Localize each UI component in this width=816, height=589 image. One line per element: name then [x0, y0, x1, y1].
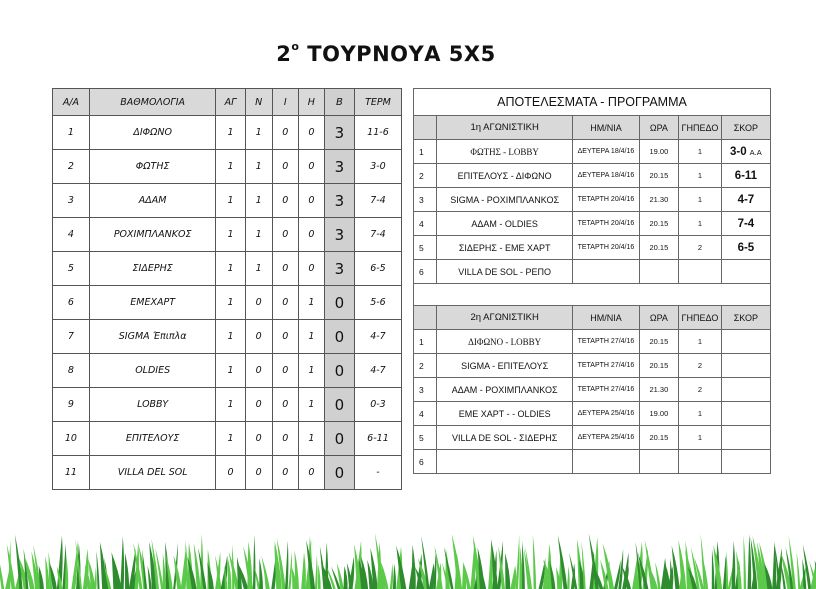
match-row: [414, 260, 771, 284]
match-score: [721, 188, 770, 212]
match-date: ΤΕΤΑΡΤΗ 20/4/16: [573, 188, 639, 212]
standings-row: [53, 422, 402, 456]
results-table: [413, 88, 771, 474]
match-time: [639, 260, 678, 284]
draws-cell: 0: [272, 150, 298, 184]
played-cell: 1: [216, 388, 245, 422]
position-cell: 11: [53, 456, 90, 490]
match-teams: [437, 450, 573, 474]
match-court: 1: [679, 402, 722, 426]
match-court: 2: [679, 354, 722, 378]
losses-cell: 1: [298, 388, 324, 422]
grass-blade: [315, 555, 318, 589]
wins-cell: 0: [245, 320, 272, 354]
wins-cell: 0: [245, 456, 272, 490]
position-cell: 8: [53, 354, 90, 388]
goals-cell: 7-4: [354, 184, 401, 218]
goals-cell: 5-6: [354, 286, 401, 320]
grass-blade: [125, 553, 129, 589]
position-cell: 10: [53, 422, 90, 456]
points-cell: 0: [324, 286, 354, 320]
grass-blade: [253, 535, 256, 589]
goals-cell: 4-7: [354, 320, 401, 354]
match-court: 2: [679, 236, 722, 260]
draws-cell: 0: [272, 286, 298, 320]
col-points: Β: [324, 89, 354, 116]
match-time: 19.00: [639, 402, 678, 426]
match-number: 2: [414, 354, 437, 378]
points-cell: 3: [324, 150, 354, 184]
match-teams: ΑΔΑΜ - ΡΟΧΙΜΠΛΑΝΚΟΣ: [437, 378, 573, 402]
grass-blade: [522, 541, 525, 589]
wins-cell: 1: [245, 184, 272, 218]
grass-blade: [163, 553, 166, 589]
grass-blade: [120, 536, 124, 589]
draws-cell: 0: [272, 354, 298, 388]
standings-row: [53, 388, 402, 422]
played-cell: 1: [216, 116, 245, 150]
draws-cell: 0: [272, 116, 298, 150]
standings-row: [53, 286, 402, 320]
col-wins: Ν: [245, 89, 272, 116]
match-date: ΔΕΥΤΕΡΑ 25/4/16: [573, 426, 639, 450]
match-score: [721, 330, 770, 354]
match-row: [414, 330, 771, 354]
draws-cell: 0: [272, 320, 298, 354]
match-score: [721, 236, 770, 260]
col-score: ΣΚΟΡ: [721, 306, 770, 330]
played-cell: 1: [216, 422, 245, 456]
standings-row: [53, 218, 402, 252]
match-time: 20.15: [639, 212, 678, 236]
position-cell: 4: [53, 218, 90, 252]
match-teams: SIGMA - ΡΟΧΙΜΠΛΑΝΚΟΣ: [437, 188, 573, 212]
team-cell: LOBBY: [89, 388, 216, 422]
score-value: 3-0: [730, 145, 747, 158]
standings-row: [53, 184, 402, 218]
match-teams: ΣΙΔΕΡΗΣ - ΕΜΕ ΧΑΡΤ: [437, 236, 573, 260]
played-cell: 0: [216, 456, 245, 490]
match-court: [679, 260, 722, 284]
match-date: ΤΕΤΑΡΤΗ 20/4/16: [573, 236, 639, 260]
grass-blade: [678, 540, 686, 589]
round-header-row: [414, 306, 771, 330]
position-cell: 1: [53, 116, 90, 150]
standings-header-row: [53, 89, 402, 116]
standings-row: [53, 456, 402, 490]
draws-cell: 0: [272, 422, 298, 456]
team-cell: ΕΠΙΤΕΛΟΥΣ: [89, 422, 216, 456]
match-number: 4: [414, 402, 437, 426]
match-number: 1: [414, 330, 437, 354]
standings-row: [53, 320, 402, 354]
position-cell: 3: [53, 184, 90, 218]
match-court: 1: [679, 140, 722, 164]
goals-cell: 3-0: [354, 150, 401, 184]
match-score: [721, 212, 770, 236]
match-teams: ΦΩΤΗΣ - LOBBY: [437, 140, 573, 164]
points-cell: 0: [324, 320, 354, 354]
round-header-row: [414, 116, 771, 140]
score-value: 6-11: [734, 169, 758, 182]
match-time: 20.15: [639, 426, 678, 450]
grass-blade: [726, 551, 728, 589]
match-score: [721, 450, 770, 474]
goals-cell: 6-11: [354, 422, 401, 456]
position-cell: 9: [53, 388, 90, 422]
page-title-wrap: [0, 42, 816, 66]
match-row: [414, 236, 771, 260]
match-teams: ΑΔΑΜ - OLDIES: [437, 212, 573, 236]
match-number: 3: [414, 188, 437, 212]
match-teams: SIGMA - ΕΠΙΤΕΛΟΥΣ: [437, 354, 573, 378]
standings-row: [53, 150, 402, 184]
match-score: [721, 426, 770, 450]
match-number: 6: [414, 260, 437, 284]
match-date: [573, 260, 639, 284]
goals-cell: 0-3: [354, 388, 401, 422]
match-date: ΔΕΥΤΕΡΑ 18/4/16: [573, 164, 639, 188]
goals-cell: 4-7: [354, 354, 401, 388]
standings-row: [53, 354, 402, 388]
match-court: 1: [679, 212, 722, 236]
grass-blade: [288, 552, 292, 589]
match-row: [414, 354, 771, 378]
goals-cell: 6-5: [354, 252, 401, 286]
match-date: ΔΕΥΤΕΡΑ 25/4/16: [573, 402, 639, 426]
points-cell: 0: [324, 422, 354, 456]
grass-blade: [411, 545, 415, 589]
match-number: 5: [414, 426, 437, 450]
col-draws: Ι: [272, 89, 298, 116]
draws-cell: 0: [272, 252, 298, 286]
col-court: ΓΗΠΕΔΟ: [679, 306, 722, 330]
match-number: 2: [414, 164, 437, 188]
col-aa: Α/Α: [53, 89, 90, 116]
wins-cell: 1: [245, 218, 272, 252]
wins-cell: 1: [245, 150, 272, 184]
match-time: 19.00: [639, 140, 678, 164]
match-court: 1: [679, 426, 722, 450]
wins-cell: 1: [245, 116, 272, 150]
played-cell: 1: [216, 320, 245, 354]
played-cell: 1: [216, 150, 245, 184]
match-court: 1: [679, 188, 722, 212]
team-cell: OLDIES: [89, 354, 216, 388]
grass-blade: [0, 548, 4, 589]
points-cell: 0: [324, 354, 354, 388]
team-cell: ΔΙΦΩΝΟ: [89, 116, 216, 150]
points-cell: 0: [324, 388, 354, 422]
match-score: [721, 164, 770, 188]
match-number: 3: [414, 378, 437, 402]
grass-blade: [301, 552, 306, 589]
draws-cell: 0: [272, 184, 298, 218]
col-score: ΣΚΟΡ: [721, 116, 770, 140]
position-cell: 6: [53, 286, 90, 320]
points-cell: 0: [324, 456, 354, 490]
match-teams: ΕΜΕ ΧΑΡΤ - - OLDIES: [437, 402, 573, 426]
grass-blade: [343, 566, 347, 589]
match-court: [679, 450, 722, 474]
col-team: ΒΑΘΜΟΛΟΓΙΑ: [89, 89, 216, 116]
points-cell: 3: [324, 116, 354, 150]
team-cell: ΣΙΔΕΡΗΣ: [89, 252, 216, 286]
played-cell: 1: [216, 184, 245, 218]
wins-cell: 0: [245, 422, 272, 456]
goals-cell: 7-4: [354, 218, 401, 252]
grass-blade: [94, 567, 97, 589]
match-row: [414, 188, 771, 212]
position-cell: 5: [53, 252, 90, 286]
position-cell: 7: [53, 320, 90, 354]
draws-cell: 0: [272, 218, 298, 252]
match-number: 1: [414, 140, 437, 164]
match-score: [721, 354, 770, 378]
losses-cell: 1: [298, 422, 324, 456]
spacer-row: [414, 284, 771, 306]
grass-blade: [772, 542, 776, 589]
standings-table: [52, 88, 402, 490]
played-cell: 1: [216, 218, 245, 252]
match-time: 20.15: [639, 236, 678, 260]
match-score: [721, 402, 770, 426]
grass-blade: [731, 541, 735, 589]
col-date: ΗΜ/ΝΙΑ: [573, 116, 639, 140]
losses-cell: 0: [298, 184, 324, 218]
match-number: 4: [414, 212, 437, 236]
losses-cell: 1: [298, 354, 324, 388]
grass-decoration: [0, 529, 816, 589]
grass-blade: [744, 536, 747, 589]
team-cell: ΕΜΕΧΑΡΤ: [89, 286, 216, 320]
match-date: [573, 450, 639, 474]
match-score: [721, 378, 770, 402]
col-losses: Η: [298, 89, 324, 116]
match-score: [721, 260, 770, 284]
match-date: ΤΕΤΑΡΤΗ 27/4/16: [573, 378, 639, 402]
match-time: 20.15: [639, 164, 678, 188]
grass-blade: [533, 534, 536, 589]
match-number: 6: [414, 450, 437, 474]
match-court: 1: [679, 164, 722, 188]
draws-cell: 0: [272, 456, 298, 490]
draws-cell: 0: [272, 388, 298, 422]
losses-cell: 0: [298, 252, 324, 286]
page-title: $2^o$ ΤΟΥΡΝΟΥΑ 5Χ5: [276, 40, 496, 66]
team-cell: SIGMA Έπιπλα: [89, 320, 216, 354]
results-title: ΑΠΟΤΕΛΕΣΜΑΤΑ - ΠΡΟΓΡΑΜΜΑ: [414, 89, 771, 116]
team-cell: ΑΔΑΜ: [89, 184, 216, 218]
match-row: [414, 164, 771, 188]
match-time: 21.30: [639, 188, 678, 212]
position-cell: 2: [53, 150, 90, 184]
grass-blade: [259, 558, 263, 589]
losses-cell: 1: [298, 286, 324, 320]
points-cell: 3: [324, 252, 354, 286]
losses-cell: 0: [298, 456, 324, 490]
match-score: [721, 140, 770, 164]
col-date: ΗΜ/ΝΙΑ: [573, 306, 639, 330]
points-cell: 3: [324, 218, 354, 252]
match-row: [414, 140, 771, 164]
standings-row: [53, 116, 402, 150]
grass-blade: [712, 549, 715, 589]
match-time: [639, 450, 678, 474]
wins-cell: 0: [245, 354, 272, 388]
match-teams: VILLA DE SOL - ΡΕΠΟ: [437, 260, 573, 284]
played-cell: 1: [216, 252, 245, 286]
points-cell: 3: [324, 184, 354, 218]
grass-blade: [452, 534, 462, 589]
losses-cell: 0: [298, 218, 324, 252]
grass-blade: [15, 535, 23, 589]
grass-blade: [797, 552, 801, 589]
grass-blade: [390, 563, 393, 589]
grass-blade: [96, 551, 99, 589]
match-time: 20.15: [639, 354, 678, 378]
goals-cell: 11-6: [354, 116, 401, 150]
match-time: 20.15: [639, 330, 678, 354]
score-value: 7-4: [737, 217, 755, 230]
grass-blade: [393, 564, 396, 589]
round-name: 1η ΑΓΩΝΙΣΤΙΚΗ: [437, 116, 573, 140]
grass-blade: [505, 553, 510, 589]
match-row: [414, 450, 771, 474]
match-teams: VILLA DE SOL - ΣΙΔΕΡΗΣ: [437, 426, 573, 450]
col-court: ΓΗΠΕΔΟ: [679, 116, 722, 140]
losses-cell: 0: [298, 116, 324, 150]
match-teams: ΕΠΙΤΕΛΟΥΣ - ΔΙΦΩΝΟ: [437, 164, 573, 188]
match-row: [414, 402, 771, 426]
grass-blade: [285, 540, 288, 589]
grass-blade: [318, 564, 321, 589]
match-date: ΤΕΤΑΡΤΗ 20/4/16: [573, 212, 639, 236]
match-date: ΔΕΥΤΕΡΑ 18/4/16: [573, 140, 639, 164]
match-time: 21.30: [639, 378, 678, 402]
round-name: 2η ΑΓΩΝΙΣΤΙΚΗ: [437, 306, 573, 330]
wins-cell: 0: [245, 388, 272, 422]
grass-blade: [748, 534, 752, 589]
match-court: 2: [679, 378, 722, 402]
match-row: [414, 426, 771, 450]
match-date: ΤΕΤΑΡΤΗ 27/4/16: [573, 330, 639, 354]
losses-cell: 1: [298, 320, 324, 354]
played-cell: 1: [216, 286, 245, 320]
team-cell: VILLA DEL SOL: [89, 456, 216, 490]
score-value: 6-5: [737, 241, 755, 254]
match-row: [414, 378, 771, 402]
goals-cell: -: [354, 456, 401, 490]
score-note: Α.Α: [749, 147, 762, 157]
standings-row: [53, 252, 402, 286]
wins-cell: 0: [245, 286, 272, 320]
played-cell: 1: [216, 354, 245, 388]
match-court: 1: [679, 330, 722, 354]
match-number: 5: [414, 236, 437, 260]
match-teams: ΔΙΦΩΝΟ - LOBBY: [437, 330, 573, 354]
losses-cell: 0: [298, 150, 324, 184]
team-cell: ΡΟΧΙΜΠΛΑΝΚΟΣ: [89, 218, 216, 252]
col-time: ΩΡΑ: [639, 306, 678, 330]
col-time: ΩΡΑ: [639, 116, 678, 140]
team-cell: ΦΩΤΗΣ: [89, 150, 216, 184]
match-row: [414, 212, 771, 236]
grass-blade: [567, 566, 570, 589]
col-played: ΑΓ: [216, 89, 245, 116]
wins-cell: 1: [245, 252, 272, 286]
grass-blade: [516, 535, 520, 589]
score-value: 4-7: [737, 193, 755, 206]
col-goals: ΤΕΡΜ: [354, 89, 401, 116]
match-date: ΤΕΤΑΡΤΗ 27/4/16: [573, 354, 639, 378]
